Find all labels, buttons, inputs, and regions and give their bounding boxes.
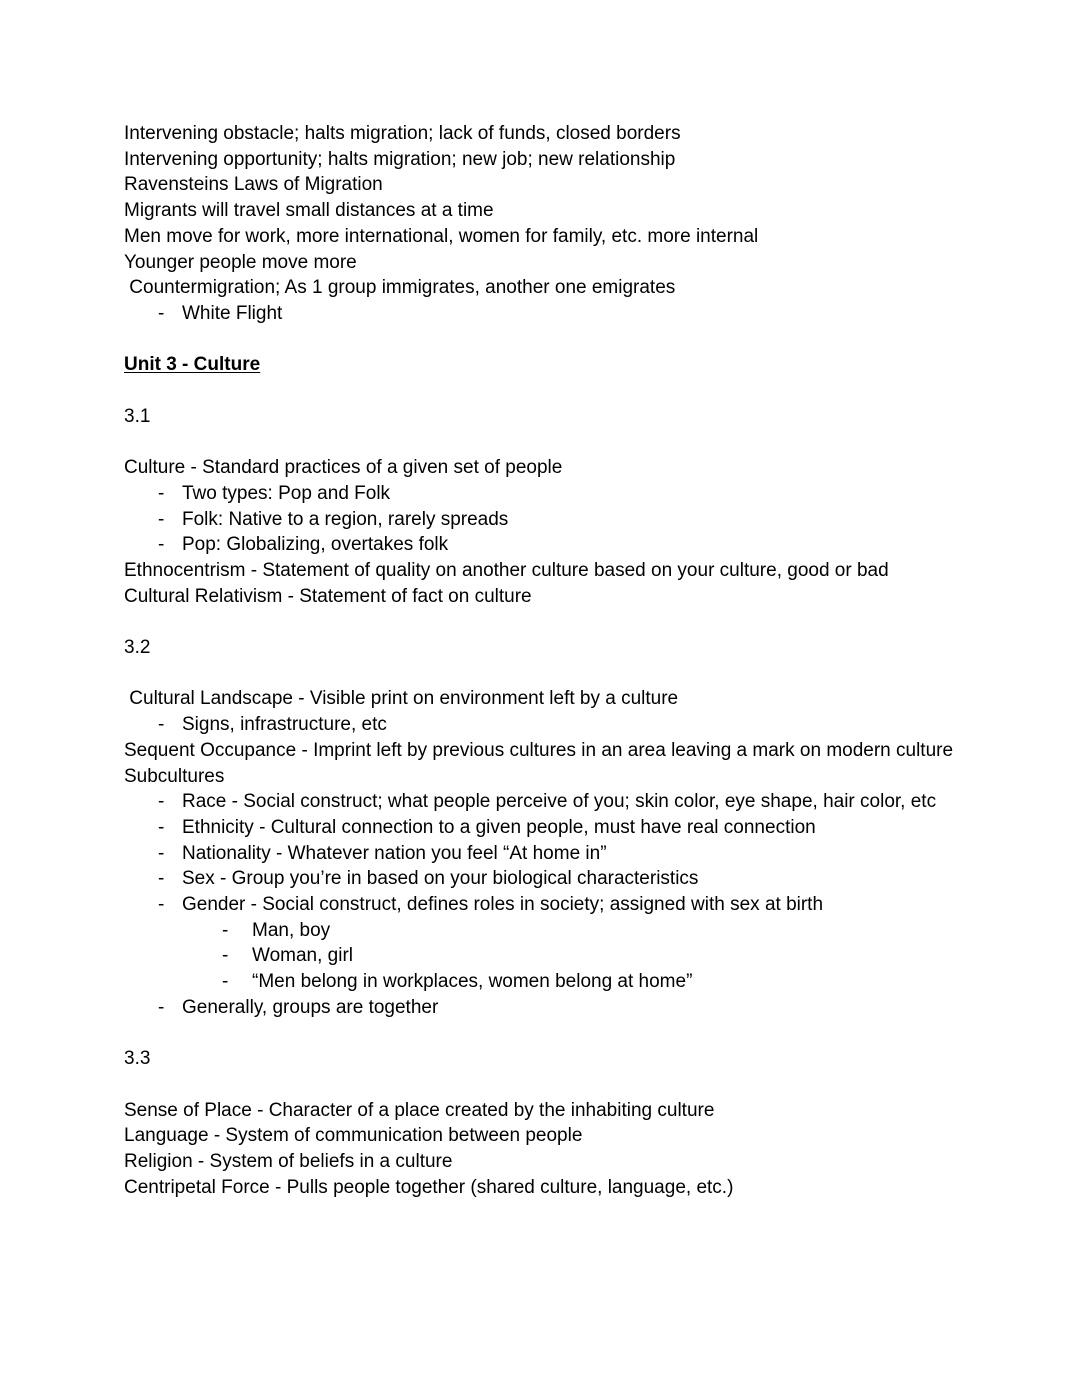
bullet-dash-marker: - — [158, 842, 165, 864]
line-younger-people-move-more: Younger people move more — [124, 251, 357, 273]
bullet-text: Folk: Native to a region, rarely spreads — [182, 508, 509, 530]
bullet-dash-marker: - — [158, 894, 165, 916]
bullet-text: Ethnicity - Cultural connection to a given people, must have real connection — [182, 816, 816, 838]
line-countermigration: Countermigration; As 1 group immigrates, another one emigrates — [124, 277, 676, 299]
bullet-dash-marker: - — [158, 534, 165, 556]
bullet-men-belong-quote — [124, 969, 955, 995]
bullet-dash-marker: - — [158, 996, 165, 1018]
line-ravensteins-laws: Ravensteins Laws of Migration — [124, 174, 383, 196]
line-intervening-obstacle: Intervening obstacle; halts migration; lack of funds, closed borders — [124, 123, 681, 144]
section-number-3-2: 3.2 — [124, 637, 151, 658]
bullet-ethnicity — [124, 815, 955, 841]
bullet-white-flight — [124, 301, 955, 327]
bullet-text: Woman, girl — [252, 945, 354, 967]
bullet-text: Signs, infrastructure, etc — [182, 714, 387, 736]
line-religion: Religion - System of beliefs in a culture — [124, 1151, 453, 1173]
bullet-dash-marker: - — [158, 791, 165, 813]
bullet-text: White Flight — [182, 302, 283, 324]
bullet-nationality — [124, 841, 955, 867]
bullet-two-types — [124, 481, 955, 507]
spacer-before-3-3 — [124, 1021, 955, 1047]
bullet-pop — [124, 532, 955, 558]
line-language: Language - System of communication between people — [124, 1125, 583, 1147]
bullet-text: Generally, groups are together — [182, 996, 439, 1018]
bullet-text: Sex - Group you’re in based on your biological characteristics — [182, 868, 699, 890]
bullet-folk — [124, 507, 955, 533]
bullet-dash-marker: - — [158, 302, 165, 324]
document-body — [124, 121, 955, 1200]
bullet-sex — [124, 866, 955, 892]
line-migrants-small-distances: Migrants will travel small distances at a time — [124, 200, 494, 222]
line-men-move-for-work: Men move for work, more international, women for family, etc. more internal — [124, 225, 759, 247]
bullet-dash-marker: - — [158, 508, 165, 530]
line-sequent-occupance: Sequent Occupance - Imprint left by previous cultures in an area leaving a mark on modern culture — [124, 739, 954, 761]
bullet-race — [124, 789, 955, 815]
bullet-dash-marker: - — [222, 971, 229, 993]
spacer-after-3-3 — [124, 1072, 955, 1098]
spacer-before-3-2 — [124, 609, 955, 635]
spacer-after-unit-3-heading — [124, 378, 955, 404]
line-subcultures: Subcultures — [124, 765, 225, 787]
spacer-before-unit-3 — [124, 327, 955, 353]
bullet-text: Man, boy — [252, 919, 331, 941]
bullet-dash-marker: - — [222, 919, 229, 941]
line-ethnocentrism: Ethnocentrism - Statement of quality on another culture based on your culture, good or bad — [124, 559, 889, 581]
bullet-woman-girl — [124, 943, 955, 969]
bullet-dash-marker: - — [158, 816, 165, 838]
bullet-groups-together — [124, 995, 955, 1021]
bullet-man-boy — [124, 918, 955, 944]
line-centripetal-force: Centripetal Force - Pulls people together (shared culture, language, etc.) — [124, 1176, 734, 1198]
bullet-dash-marker: - — [158, 868, 165, 890]
line-culture-definition: Culture - Standard practices of a given set of people — [124, 457, 563, 479]
line-cultural-landscape: Cultural Landscape - Visible print on environment left by a culture — [124, 688, 679, 710]
bullet-gender — [124, 892, 955, 918]
spacer-after-3-1 — [124, 429, 955, 455]
bullet-dash-marker: - — [158, 714, 165, 736]
bullet-text: “Men belong in workplaces, women belong at home” — [252, 971, 693, 993]
line-intervening-opportunity: Intervening opportunity; halts migration; new job; new relationship — [124, 148, 676, 170]
bullet-signs-infrastructure — [124, 712, 955, 738]
bullet-text: Nationality - Whatever nation you feel “At home in” — [182, 842, 607, 864]
line-cultural-relativism: Cultural Relativism - Statement of fact on culture — [124, 585, 532, 607]
heading-unit-3-culture — [124, 352, 955, 378]
bullet-text: Two types: Pop and Folk — [182, 482, 391, 504]
heading-label: Unit 3 - Culture — [124, 354, 261, 376]
section-number-3-3: 3.3 — [124, 1048, 151, 1070]
bullet-dash-marker: - — [158, 482, 165, 504]
line-sense-of-place: Sense of Place - Character of a place created by the inhabiting culture — [124, 1099, 715, 1121]
bullet-text: Gender - Social construct, defines roles in society; assigned with sex at birth — [182, 894, 824, 916]
bullet-text: Pop: Globalizing, overtakes folk — [182, 534, 449, 556]
spacer-after-3-2 — [124, 661, 955, 687]
bullet-dash-marker: - — [222, 945, 229, 967]
section-number-3-1: 3.1 — [124, 405, 151, 427]
bullet-text: Race - Social construct; what people perceive of you; skin color, eye shape, hair color, etc — [182, 791, 937, 813]
